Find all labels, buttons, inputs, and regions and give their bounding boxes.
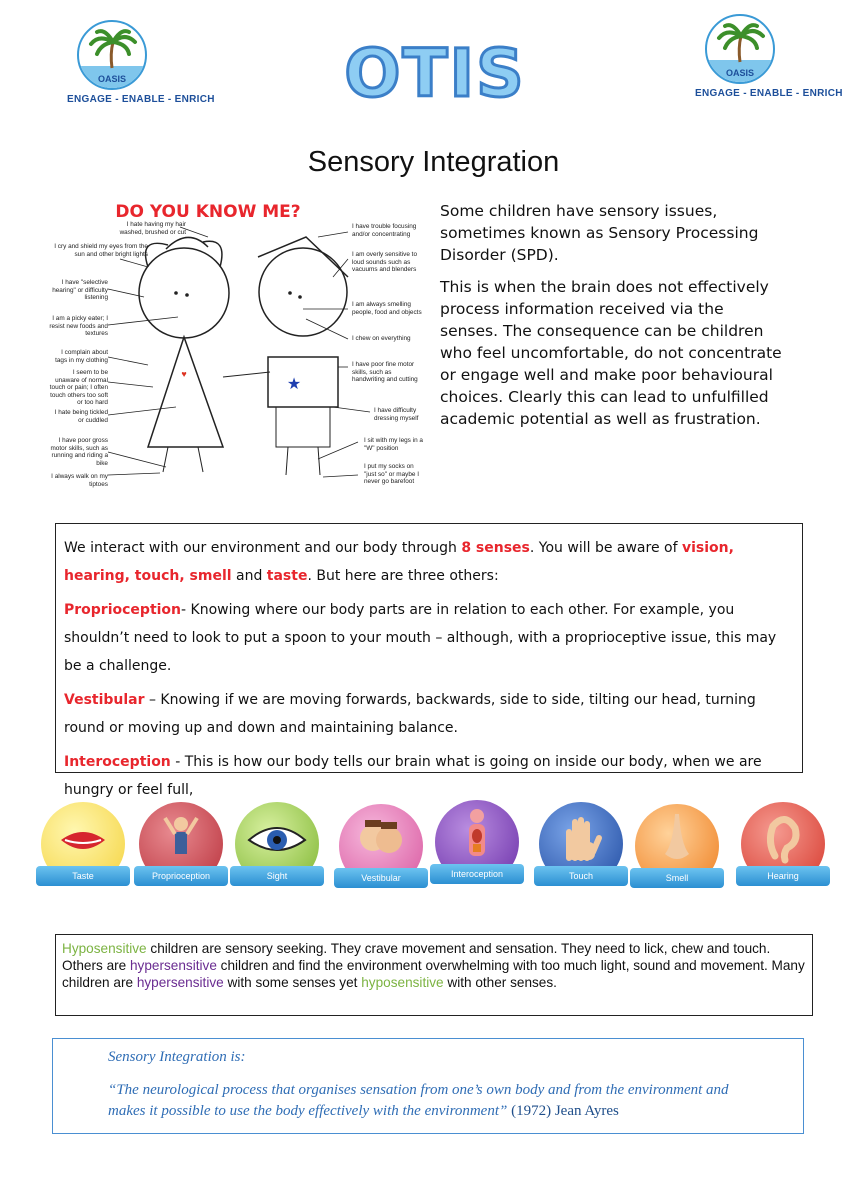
illustration-label: I have poor gross motor skills, such as running and riding a bike [50,437,108,467]
senses-explanation-box [55,523,803,798]
sense-hearing [738,802,828,894]
illustration-label: I am always smelling people, food and objects [352,301,422,316]
illustration-label: I am a picky eater; I resist new foods and textures [49,315,108,338]
sense-vestibular [336,804,426,896]
sense-label: Hearing [736,866,830,886]
palm-tree-icon [705,14,775,84]
illustration-label: I hate having my hair washed, brushed or cut [119,221,186,236]
intro-paragraph: Some children have sensory issues, sometimes known as Sensory Processing Disorder (SPD). [440,202,759,264]
hyposensitive-box: Hyposensitive children are sensory seeking. They crave movement and sensation. They need to lick, chew and touch. Others are hypersensitive children and find the environment overwhelming with too much light, sound and movement. Many children are hypersensitive with some senses yet hyposensitive with other senses. [55,934,813,1016]
illustration-label: I put my socks on "just so" or maybe I never go barefoot [364,463,419,486]
sense-icons-row [30,798,840,898]
illustration-label: I have poor fine motor skills, such as handwriting and cutting [352,361,418,384]
sense-sight [232,802,322,894]
otis-wordmark [340,30,530,110]
logo-tagline: ENGAGE - ENABLE - ENRICH [695,88,843,99]
logo-tagline: ENGAGE - ENABLE - ENRICH [67,94,215,105]
senses-intro: We interact with our environment and our body through 8 senses. You will be aware of vision, hearing, touch, smell and taste. But here are three others: [64,540,734,584]
quote-text: “The neurological process that organises sensation from one’s own body and from the environment and makes it possible to use the body effectively with the environment” (1972) Jean Ayres [108,1082,729,1119]
sense-label: Sight [230,866,324,886]
interoception-definition: Interoception - This is how our body tells our brain what is going on inside our body, when we are hungry or feel full, [64,754,762,798]
oasis-logo-right [695,14,843,99]
sense-label: Taste [36,866,130,886]
illustration-label: I complain about tags in my clothing [55,349,108,364]
definition-quote-box [52,1038,804,1134]
sense-touch [536,802,626,894]
do-you-know-me-illustration [48,197,428,492]
intro-paragraph: This is when the brain does not effectively process information received via the senses. The consequence can be children who feel uncomfortable, do not concentrate or engage well and make poor behavioural choices. Clearly this can lead to unfulfilled academic potential as well as frustration. [440,278,782,428]
illustration-label: I hate being tickled or cuddled [54,409,108,424]
sense-label: Proprioception [134,866,228,886]
svg-text:♥: ♥ [181,369,187,379]
illustration-label: I have trouble focusing and/or concentrating [352,223,417,238]
svg-text:OTIS: OTIS [344,35,526,110]
illustration-label: I am overly sensitive to loud sounds such as vacuums and blenders [352,251,417,274]
illustration-label: I have difficulty dressing myself [374,407,419,422]
illustration-label: I always walk on my tiptoes [51,473,108,488]
proprioception-definition: Proprioception- Knowing where our body parts are in relation to each other. For example, you shouldn’t need to look to put a spoon to your mouth – although, with a proprioceptive issue, this may be a challenge. [64,602,777,674]
illustration-label: I cry and shield my eyes from the sun and other bright lights [54,243,148,258]
palm-tree-icon [77,20,147,90]
oasis-logo-left [67,20,215,105]
illustration-label: I have "selective hearing" or difficulty listening [52,279,108,302]
sense-taste [38,802,128,894]
sense-proprioception [136,802,226,894]
svg-text:OASIS: OASIS [725,68,755,78]
sense-label: Vestibular [334,868,428,888]
quote-heading: Sensory Integration is: [108,1049,246,1065]
svg-text:DO YOU KNOW ME?: DO YOU KNOW ME? [115,202,301,222]
svg-text:★: ★ [286,376,302,393]
intro-text [440,200,785,440]
illustration-label: I chew on everything [352,335,411,342]
sense-label: Smell [630,868,724,888]
svg-text:OASIS: OASIS [97,74,127,84]
sense-label: Touch [534,866,628,886]
sense-label: Interoception [430,864,524,884]
sense-interoception [432,800,522,892]
illustration-label: I seem to be unaware of normal touch or pain; I often touch others too soft or too hard [49,369,108,407]
page-title: Sensory Integration [307,146,560,178]
vestibular-definition: Vestibular – Knowing if we are moving forwards, backwards, side to side, tilting our head, turning round or moving up and down and maintaining balance. [64,692,756,736]
sense-smell [632,804,722,896]
illustration-label: I sit with my legs in a "W" position [364,437,423,452]
